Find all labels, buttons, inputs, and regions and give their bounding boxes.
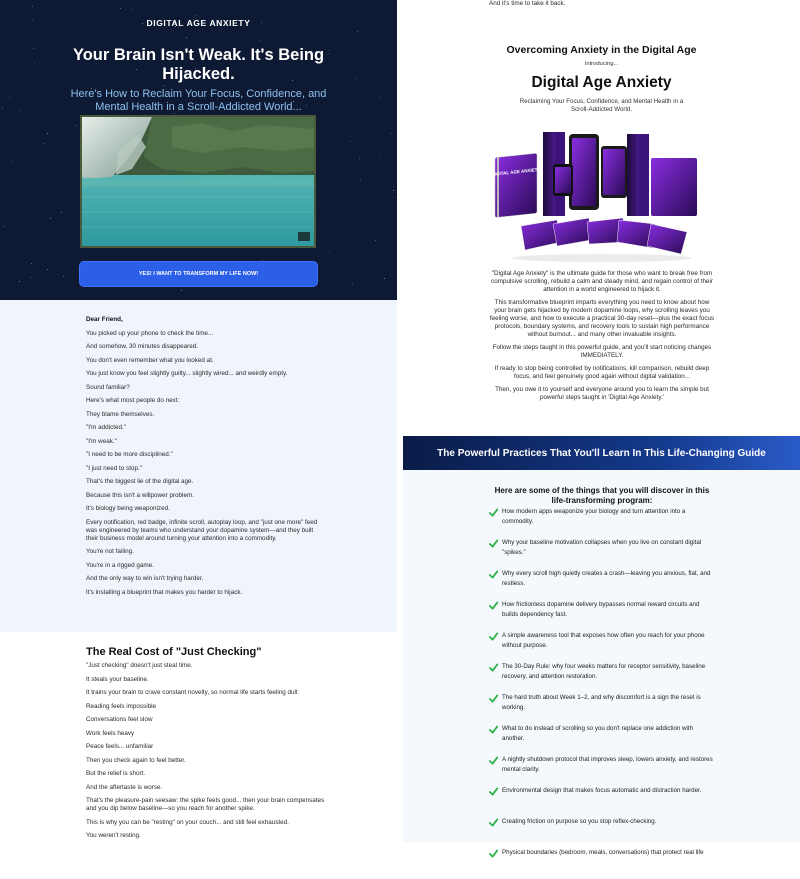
- transform-life-cta-button[interactable]: YES! I WANT TO TRANSFORM MY LIFE NOW!: [80, 262, 317, 286]
- list-item-text: How frictionless dopamine delivery bypasses normal reward circuits and builds dependency fast.: [502, 601, 700, 618]
- cut-off-text: And it's time to take it back.: [489, 0, 566, 7]
- paragraph: Sound familiar?: [86, 383, 130, 391]
- paragraph: Because this isn't a willpower problem.: [86, 491, 194, 499]
- list-item-text: Creating friction on purpose so you stop reflex-checking.: [502, 818, 657, 825]
- product-title: Digital Age Anxiety: [531, 74, 672, 91]
- list-item-text: A nightly shutdown protocol that improves sleep, lowers anxiety, and restores mental clarity.: [502, 756, 713, 773]
- list-item: [489, 693, 715, 724]
- list-item: [489, 817, 715, 848]
- paragraph: And somehow, 30 minutes disappeared.: [86, 343, 199, 350]
- paragraph: Peace feels... unfamiliar: [86, 743, 154, 750]
- checkmark-icon: [489, 570, 498, 579]
- brand-logo-text: DIGITAL AGE ANXIETY: [146, 18, 251, 28]
- list-item: [489, 755, 715, 786]
- product-bundle-image: [491, 124, 713, 264]
- intro-kicker-heading: Overcoming Anxiety in the Digital Age: [506, 44, 697, 56]
- lake-scene-image: [82, 117, 314, 246]
- paragraph: Reading feels impossible: [86, 702, 157, 710]
- list-item-text: A simple awareness tool that exposes how often you reach for your phone without purpose.: [502, 632, 705, 649]
- paragraph: It steals your baseline.: [86, 675, 149, 683]
- paragraph: It's biology being weaponized.: [86, 505, 170, 512]
- paragraph: Here's what most people do next:: [86, 397, 180, 404]
- right-column: [403, 0, 800, 856]
- list-item: [489, 507, 715, 538]
- checkmark-icon: [489, 818, 498, 827]
- sales-letter-section: [0, 300, 397, 632]
- paragraph: And the aftertaste is worse.: [86, 783, 163, 791]
- paragraph: Then, you owe it to yourself and everyone around you to learn the simple but powerful steps taught in 'Digital Age Anxiety.': [495, 386, 709, 401]
- list-item: [489, 569, 715, 600]
- paragraph: Conversations feel slow: [86, 716, 153, 723]
- paragraph: But the relief is short.: [86, 770, 146, 777]
- paragraph: You just know you feel slightly guilty... slightly wired... and weirdly empty.: [86, 370, 288, 377]
- practices-list-heading: Here are some of the things that you will discover in this life-transforming program:: [494, 486, 710, 505]
- hero-section: [0, 0, 397, 300]
- list-item: [489, 600, 715, 631]
- list-item: [489, 786, 715, 817]
- checkmark-icon: [489, 539, 498, 548]
- practices-list-section: [403, 470, 800, 856]
- list-item: [489, 848, 715, 879]
- checkmark-icon: [489, 787, 498, 796]
- checkmark-icon: [489, 725, 498, 734]
- list-item-text: Why your baseline motivation collapses when you live on constant digital "spikes.": [502, 539, 702, 556]
- checkmark-icon: [489, 849, 498, 858]
- paragraph: "I just need to stop.": [86, 464, 142, 472]
- checkmark-icon: [489, 756, 498, 765]
- checkmark-icon: [489, 694, 498, 703]
- list-item: [489, 662, 715, 693]
- list-item: [489, 724, 715, 755]
- list-item-text: The hard truth about Week 1–2, and why discomfort is a sign the reset is working.: [502, 694, 701, 711]
- checkmark-icon: [489, 632, 498, 641]
- paragraph: "I need to be more disciplined.": [86, 451, 173, 458]
- hero-title: Your Brain Isn't Weak. It's Being Hijacked.: [72, 46, 325, 83]
- paragraph: This is why you can be "resting" on your couch... and still feel exhausted.: [86, 818, 289, 826]
- left-column: [0, 0, 397, 842]
- product-tagline: Reclaiming Your Focus, Confidence, and Mental Health in a Scroll-Addicted World.: [519, 98, 684, 113]
- real-cost-title: The Real Cost of "Just Checking": [86, 646, 262, 658]
- list-item: [489, 631, 715, 662]
- paragraph: "Just checking" doesn't just steal time.: [86, 662, 193, 669]
- practices-banner: [403, 436, 800, 470]
- paragraph: This transformative blueprint imparts everything you need to know about how your brain gets hijacked by modern dopamine loops, why scrolling leaves you feeling worse, and how to execute a practical 30-day reset—plus the exact focus protocols, boundary systems, and recovery tools to sustain high performance without burnout... and many other invaluable insights.: [489, 299, 715, 338]
- paragraph: "Digital Age Anxiety" is the ultimate guide for those who want to break free from compulsive scrolling, rebuild a calm and steady mind, and regain control of their attention in a world engineered to hijack it.: [491, 270, 713, 293]
- practices-title: The Powerful Practices That You'll Learn In This Life-Changing Guide: [437, 447, 766, 459]
- list-item-text: The 30-Day Rule: why four weeks matters for receptor sensitivity, baseline recovery, and attention restoration.: [502, 663, 706, 680]
- paragraph: Every notification, red badge, infinite scroll, autoplay loop, and "just one more" feed was engineered by teams who understand your dopamine system—and they built their business model around turning your attention into a commodity.: [86, 518, 318, 542]
- list-item-text: What to do instead of scrolling so you don't replace one addiction with another.: [502, 725, 694, 742]
- paragraph: It's installing a blueprint that makes you harder to hijack.: [86, 588, 243, 596]
- paragraph: You don't even remember what you looked at.: [86, 356, 214, 364]
- sales-letter-body: [86, 316, 326, 602]
- practices-list: [489, 507, 715, 879]
- paragraph: You picked up your phone to check the time...: [86, 329, 214, 337]
- paragraph: You weren't resting.: [86, 832, 141, 839]
- checkmark-icon: [489, 663, 498, 672]
- checkmark-icon: [489, 601, 498, 610]
- list-item-text: Why every scroll high quietly creates a crash—leaving you anxious, flat, and restless.: [502, 570, 711, 587]
- paragraph: You're not failing.: [86, 548, 134, 555]
- checkmark-icon: [489, 508, 498, 517]
- paragraph: Work feels heavy: [86, 729, 135, 737]
- cover-label-text: DIGITAL AGE ANXIETY: [491, 166, 541, 177]
- list-item-text: How modern apps weaponize your biology and turn attention into a commodity.: [502, 508, 686, 525]
- list-item-text: Physical boundaries (bedroom, meals, conversations) that protect real life: [502, 849, 704, 856]
- product-intro-body: [489, 270, 715, 407]
- paragraph: You're in a rigged game.: [86, 561, 154, 569]
- paragraph: They blame themselves.: [86, 410, 155, 418]
- hero-video-player[interactable]: [80, 115, 316, 248]
- paragraph: That's the biggest lie of the digital age.: [86, 478, 194, 485]
- list-item: [489, 538, 715, 569]
- paragraph: Then you check again to feel better.: [86, 756, 186, 764]
- real-cost-section: [0, 632, 397, 842]
- hero-subtitle: Here's How to Reclaim Your Focus, Confidence, and Mental Health in a Scroll-Addicted World...: [70, 88, 327, 113]
- paragraph: Follow the steps taught in this powerful guide, and you'll start noticing changes IMMEDIATELY.: [492, 344, 712, 359]
- paragraph: It trains your brain to crave constant novelty, so normal life starts feeling dull:: [86, 689, 300, 696]
- paragraph: That's the pleasure-pain seesaw: the spike feels good... then your brain compensates and you dip below baseline—so you reach for another spike.: [86, 797, 325, 812]
- product-intro-section: [403, 0, 800, 436]
- paragraph: And the only way to win isn't trying harder.: [86, 575, 204, 582]
- paragraph: "I'm addicted.": [86, 424, 126, 431]
- paragraph: If ready to stop being controlled by notifications, kill comparison, rebuild deep focus, and feel genuinely good again without digital validation...: [494, 365, 710, 380]
- paragraph: Dear Friend,: [86, 316, 123, 323]
- introducing-label: Introducing...: [584, 61, 619, 67]
- paragraph: "I'm weak.": [86, 437, 117, 445]
- list-item-text: Environmental design that makes focus automatic and distraction harder.: [502, 787, 702, 794]
- real-cost-body: [86, 662, 326, 846]
